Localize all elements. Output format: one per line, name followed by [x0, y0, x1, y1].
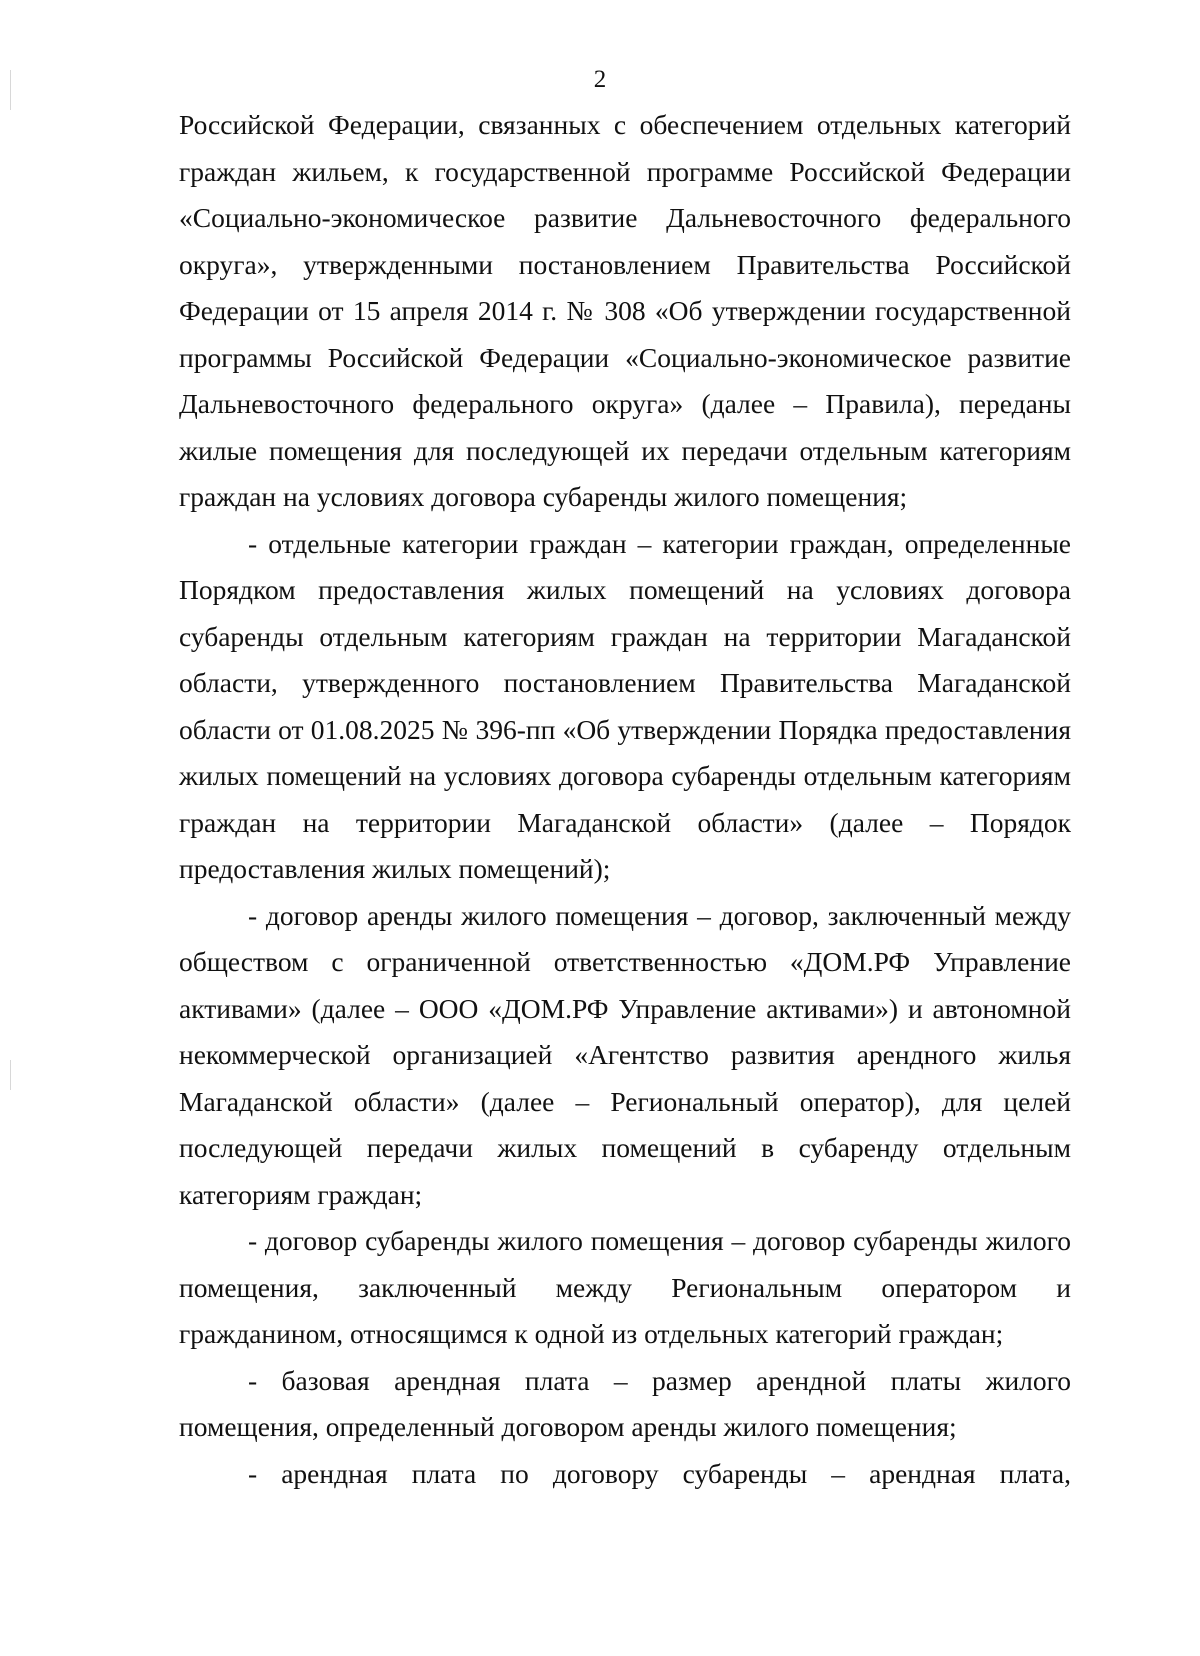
- document-body: [179, 102, 1071, 1497]
- page-number: 2: [593, 66, 607, 93]
- paragraph-citizen-categories: - отдельные категории граждан – категории граждан, определенные Порядком предоставления жилых помещений на условиях договора субаренды отдельным категориям граждан на территории Магаданской области, утвержденного постановлением Правительства Магаданской области от 01.08.2025 № 396-пп «Об утверждении Порядка предоставления жилых помещений на условиях договора субаренды отдельным категориям граждан на территории Магаданской области» (далее – Порядок предоставления жилых помещений);: [179, 527, 1071, 884]
- paragraph-base-rent: - базовая арендная плата – размер арендной платы жилого помещения, определенный договором аренды жилого помещения;: [179, 1364, 1071, 1442]
- paragraph-rules-definition: Российской Федерации, связанных с обеспечением отдельных категорий граждан жильем, к государственной программе Российской Федерации «Социально-экономическое развитие Дальневосточного федерального округа», утвержденными постановлением Правительства Российской Федерации от 15 апреля 2014 г. № 308 «Об утверждении государственной программы Российской Федерации «Социально-экономическое развитие Дальневосточного федерального округа» (далее – Правила), переданы жилые помещения для последующей их передачи отдельным категориям граждан на условиях договора субаренды жилого помещения;: [179, 109, 1071, 512]
- paragraph-sublease-rent: - арендная плата по договору субаренды – арендная плата,: [248, 1457, 1071, 1489]
- paragraph-lease-agreement: - договор аренды жилого помещения – договор, заключенный между обществом с ограниченной ответственностью «ДОМ.РФ Управление активами» (далее – ООО «ДОМ.РФ Управление активами») и автономной некоммерческой организацией «Агентство развития арендного жилья Магаданской области» (далее – Региональный оператор), для целей последующей передачи жилых помещений в субаренду отдельным категориям граждан;: [179, 899, 1071, 1210]
- scan-edge-mark: [10, 1060, 11, 1090]
- paragraph-sublease-agreement: - договор субаренды жилого помещения – договор субаренды жилого помещения, заключенный между Региональным оператором и гражданином, относящимся к одной из отдельных категорий граждан;: [179, 1225, 1071, 1349]
